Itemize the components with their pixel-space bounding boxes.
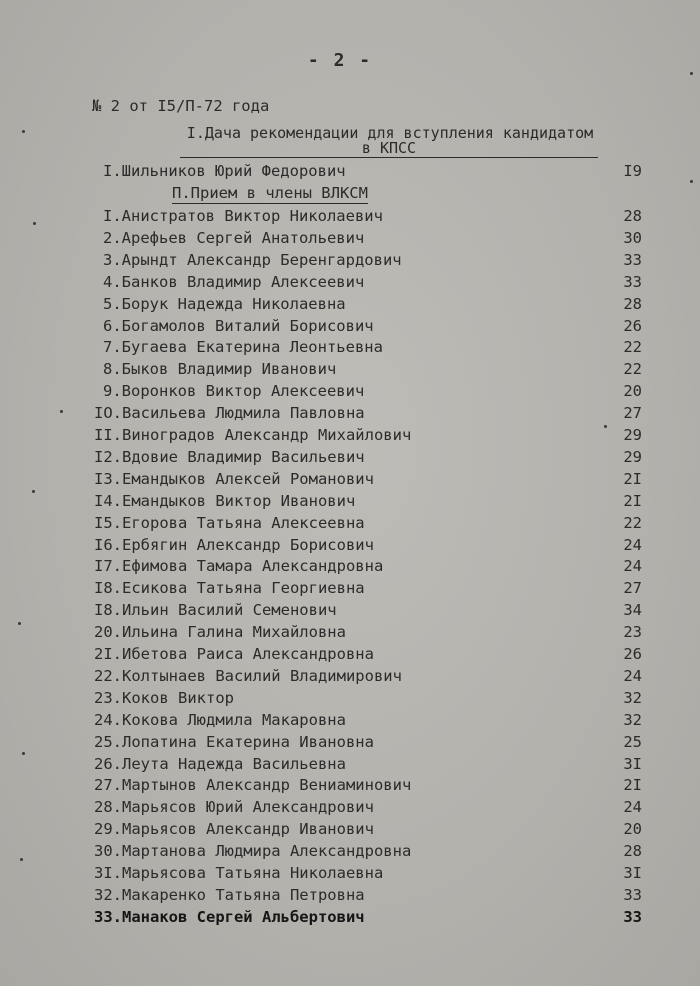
entry-age: 29 — [623, 426, 642, 444]
entry-age: 26 — [623, 645, 642, 663]
entry-name: 33.Манаков Сергей Альбертович — [94, 907, 365, 926]
entry-age: 22 — [623, 360, 642, 379]
entry-age: 33 — [623, 885, 642, 904]
entry-name: I.Анистратов Виктор Николаевич — [103, 207, 383, 225]
entry-age: 29 — [623, 447, 642, 466]
section-2-entry — [0, 733, 700, 755]
section-2-entry — [0, 755, 700, 777]
section-2-entry — [0, 557, 700, 579]
section-1-title — [180, 126, 600, 158]
entry-age: 20 — [623, 820, 642, 839]
section-2-title: П.Прием в члены ВЛКСМ — [172, 184, 368, 202]
entry-name: 25.Лопатина Екатерина Ивановна — [94, 732, 374, 751]
entry-name: I8.Есикова Татьяна Георгиевна — [94, 579, 365, 598]
scan-speck — [22, 130, 25, 133]
entry-age: 33 — [623, 907, 642, 926]
section-2-entry — [0, 623, 700, 645]
section-2-entry — [0, 711, 700, 733]
entry-name: 2.Арефьев Сергей Анатольевич — [103, 228, 365, 247]
entry-age: 28 — [623, 842, 642, 861]
entry-name: 3I.Марьясова Татьяна Николаевна — [94, 864, 384, 882]
entry-age: 24 — [623, 798, 642, 817]
entry-age: 28 — [623, 207, 642, 225]
section-2-entry — [0, 514, 700, 536]
section-2-entry — [0, 382, 700, 404]
section-2-entry — [0, 426, 700, 448]
entry-name: I2.Вдовие Владимир Васильевич — [94, 447, 365, 466]
section-2-entry — [0, 842, 700, 864]
entry-name: 28.Марьясов Юрий Александрович — [94, 798, 374, 817]
section-2-entry — [0, 207, 700, 229]
page-number: - 2 - — [307, 50, 373, 71]
entry-name: 5.Борук Надежда Николаевна — [103, 294, 346, 313]
entry-name: 3.Арындт Александр Беренгардович — [103, 250, 402, 269]
section-2-entry — [0, 492, 700, 514]
entry-age: 33 — [623, 250, 642, 269]
entry-name: I3.Емандыков Алексей Романович — [94, 469, 374, 488]
section-2-entry — [0, 295, 700, 317]
section-2-entry — [0, 338, 700, 360]
section-2-entry — [0, 798, 700, 820]
entry-age: 24 — [623, 557, 642, 576]
entry-name: 2I.Ибетова Раиса Александровна — [94, 645, 374, 663]
section-2-entry — [0, 229, 700, 251]
entry-age: 24 — [623, 535, 642, 554]
section-2-entry — [0, 667, 700, 689]
entry-age: 2I — [623, 469, 642, 488]
entry-name: 30.Мартанова Людмира Александровна — [94, 842, 412, 861]
entry-name: I5.Егорова Татьяна Алексеевна — [94, 513, 365, 532]
section-2-entry — [0, 470, 700, 492]
scan-speck — [32, 490, 35, 493]
scan-speck — [60, 410, 63, 413]
entry-name: I4.Емандыков Виктор Иванович — [94, 491, 356, 510]
entry-name: II.Виноградов Александр Михайлович — [94, 426, 412, 444]
section-2-entry — [0, 251, 700, 273]
entry-age: 22 — [623, 338, 642, 357]
section-2-entry — [0, 820, 700, 842]
scan-speck — [22, 752, 25, 755]
entry-age: 23 — [623, 623, 642, 642]
entry-name: 4.Банков Владимир Алексеевич — [103, 272, 365, 291]
section-2-entry — [0, 908, 700, 930]
entry-name: 26.Леута Надежда Васильевна — [94, 754, 346, 773]
entry-age: 26 — [623, 316, 642, 335]
entry-age: 27 — [623, 404, 642, 423]
entry-name: 20.Ильина Галина Михайловна — [94, 623, 346, 642]
entry-name: I.Шильников Юрий Федорович — [103, 162, 346, 180]
entry-name: 9.Воронков Виктор Алексеевич — [103, 382, 365, 401]
entry-age: 30 — [623, 228, 642, 247]
scan-speck — [690, 72, 693, 75]
entry-age: 28 — [623, 294, 642, 313]
section-2-entry — [0, 864, 700, 886]
section-2-entry — [0, 317, 700, 339]
entry-age: 34 — [623, 601, 642, 620]
section-2-entry — [0, 273, 700, 295]
scan-speck — [604, 425, 607, 428]
scan-speck — [18, 622, 21, 625]
section-2-entry — [0, 689, 700, 711]
entry-name: I7.Ефимова Тамара Александровна — [94, 557, 384, 576]
entry-age: 3I — [623, 864, 642, 882]
section-1-title-line-2: в КПСС — [180, 141, 598, 158]
section-2-entry — [0, 776, 700, 798]
entry-name: 24.Кокова Людмила Макаровна — [94, 710, 346, 729]
section-2-entry — [0, 645, 700, 667]
entry-name: 7.Бугаева Екатерина Леонтьевна — [103, 338, 383, 357]
entry-age: 32 — [623, 710, 642, 729]
entry-age: 25 — [623, 732, 642, 751]
entry-age: 32 — [623, 688, 642, 707]
entry-name: 6.Богамолов Виталий Борисович — [103, 316, 374, 335]
protocol-reference: № 2 от I5/П-72 года — [92, 97, 270, 115]
section-2-entry — [0, 601, 700, 623]
entry-age: 27 — [623, 579, 642, 598]
scan-speck — [690, 180, 693, 183]
entry-age: 3I — [623, 754, 642, 773]
section-2-entry — [0, 404, 700, 426]
entry-age: 20 — [623, 382, 642, 401]
entry-name: 23.Коков Виктор — [94, 688, 234, 707]
entry-name: 22.Колтынаев Василий Владимирович — [94, 666, 402, 685]
scan-speck — [20, 858, 23, 861]
entry-age: 33 — [623, 272, 642, 291]
entry-name: IO.Васильева Людмила Павловна — [94, 404, 365, 423]
entry-age: I9 — [623, 162, 642, 180]
section-1-title-line-1: I.Дача рекомендации для вступления кандидатом — [186, 124, 594, 142]
section-1-entry — [0, 162, 700, 184]
entry-name: 27.Мартынов Александр Вениаминович — [94, 776, 412, 795]
entry-age: 2I — [623, 491, 642, 510]
entry-name: I6.Ербягин Александр Борисович — [94, 535, 374, 554]
entry-name: 29.Марьясов Александр Иванович — [94, 820, 374, 839]
section-2-entry — [0, 448, 700, 470]
section-2-entry — [0, 579, 700, 601]
entry-age: 24 — [623, 666, 642, 685]
section-2-entry — [0, 536, 700, 558]
section-2-entry — [0, 886, 700, 908]
entry-name: 32.Макаренко Татьяна Петровна — [94, 885, 365, 904]
entry-name: 8.Быков Владимир Иванович — [103, 360, 337, 379]
entry-name: I8.Ильин Василий Семенович — [94, 601, 337, 620]
entry-age: 2I — [623, 776, 642, 795]
entry-age: 22 — [623, 513, 642, 532]
section-2-entry — [0, 360, 700, 382]
scan-speck — [33, 222, 36, 225]
